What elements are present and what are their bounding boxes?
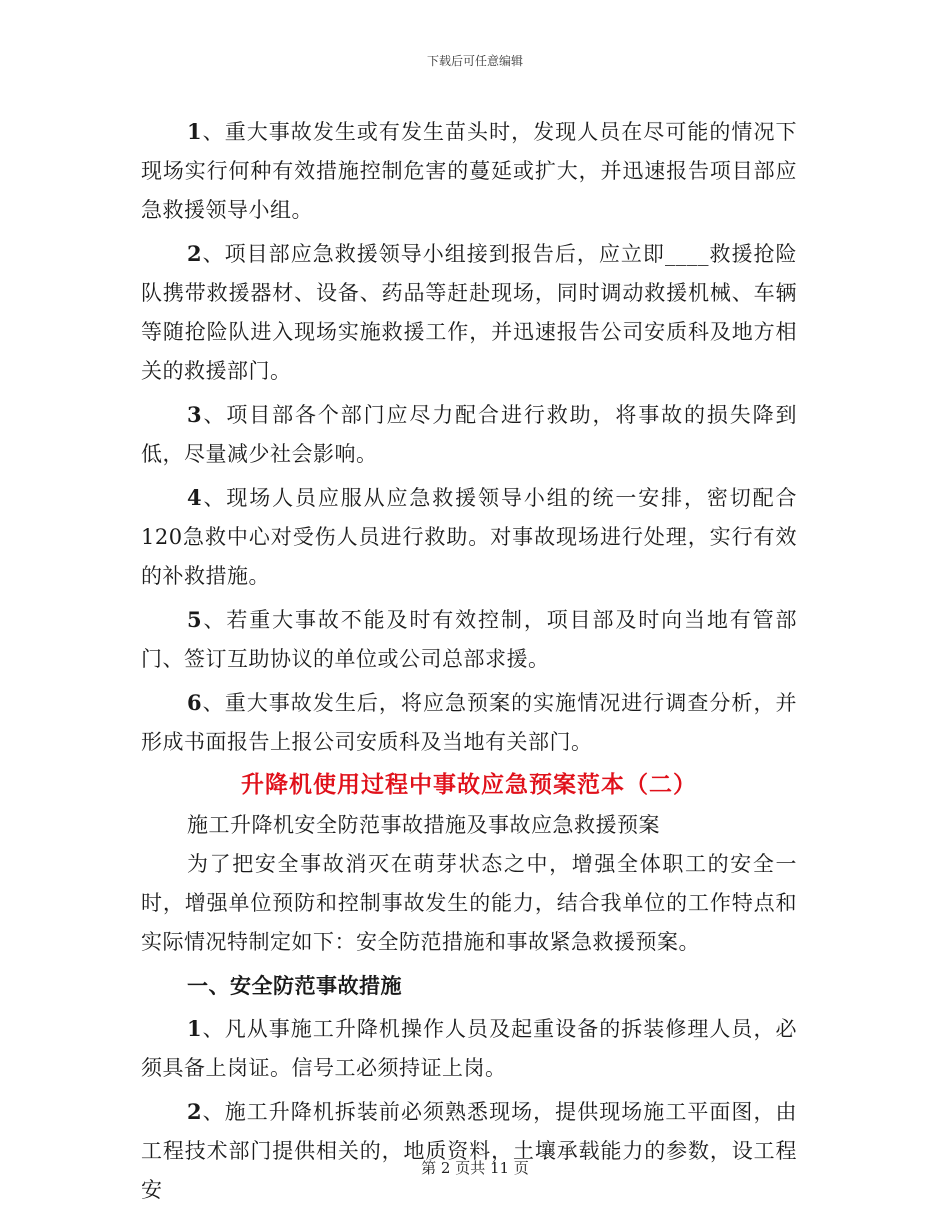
page-header: 下载后可任意编辑 [426, 54, 523, 68]
item-text: 、重大事故发生后，将应急预案的实施情况进行调查分析，并形成书面报告上报公司安质科及当地有关部门。 [141, 691, 797, 754]
section-heading: 一、安全防范事故措施 [187, 973, 402, 998]
item-number: 6 [187, 690, 203, 715]
item-text: 、若重大事故不能及时有效控制，项目部及时向当地有管部门、签订互助协议的单位或公司总部求援。 [141, 608, 797, 671]
item-number: 1 [187, 119, 203, 144]
document-body [141, 112, 797, 1214]
item-number: 5 [187, 607, 203, 632]
list-item [141, 1009, 797, 1088]
list-item [141, 600, 797, 679]
list-item [141, 112, 797, 230]
item-text: 、施工升降机拆装前必须熟悉现场，提供现场施工平面图，由工程技术部门提供相关的，地质资料，土壤承载能力的参数，设工程安 [141, 1100, 797, 1202]
document-title: 升降机使用过程中事故应急预案范本（二） [241, 771, 697, 798]
item-number: 2 [187, 241, 203, 266]
item-text: 、凡从事施工升降机操作人员及起重设备的拆装修理人员，必须具备上岗证。信号工必须持证上岗。 [141, 1017, 797, 1080]
list-item [141, 683, 797, 762]
document-subtitle: 施工升降机安全防范事故措施及事故应急救援预案 [187, 813, 660, 837]
list-item [141, 395, 797, 474]
list-item [141, 478, 797, 596]
page-footer: 第 2 页共 11 页 [421, 1159, 529, 1177]
list-item [141, 234, 797, 391]
item-text: 、项目部各个部门应尽力配合进行救助，将事故的损失降到低，尽量减少社会影响。 [141, 403, 797, 466]
item-number: 1 [187, 1016, 203, 1041]
intro-paragraph: 为了把安全事故消灭在萌芽状态之中，增强全体职工的安全一时，增强单位预防和控制事故发生的能力，结合我单位的工作特点和实际情况特制定如下：安全防范措施和事故紧急救援预案。 [141, 852, 797, 954]
item-text: 、重大事故发生或有发生苗头时，发现人员在尽可能的情况下现场实行何种有效措施控制危害的蔓延或扩大，并迅速报告项目部应急救援领导小组。 [141, 120, 797, 222]
item-number: 3 [187, 402, 203, 427]
item-number: 2 [187, 1099, 203, 1124]
list-item [141, 1092, 797, 1210]
item-number: 4 [187, 485, 203, 510]
item-text: 、项目部应急救援领导小组接到报告后，应立即____救援抢险队携带救援器材、设备、药品等赶赴现场，同时调动救援机械、车辆等随抢险队进入现场实施救援工作，并迅速报告公司安质科及地方相关的救援部门。 [141, 242, 797, 383]
item-text: 、现场人员应服从应急救援领导小组的统一安排，密切配合120急救中心对受伤人员进行救助。对事故现场进行处理，实行有效的补救措施。 [141, 486, 797, 588]
